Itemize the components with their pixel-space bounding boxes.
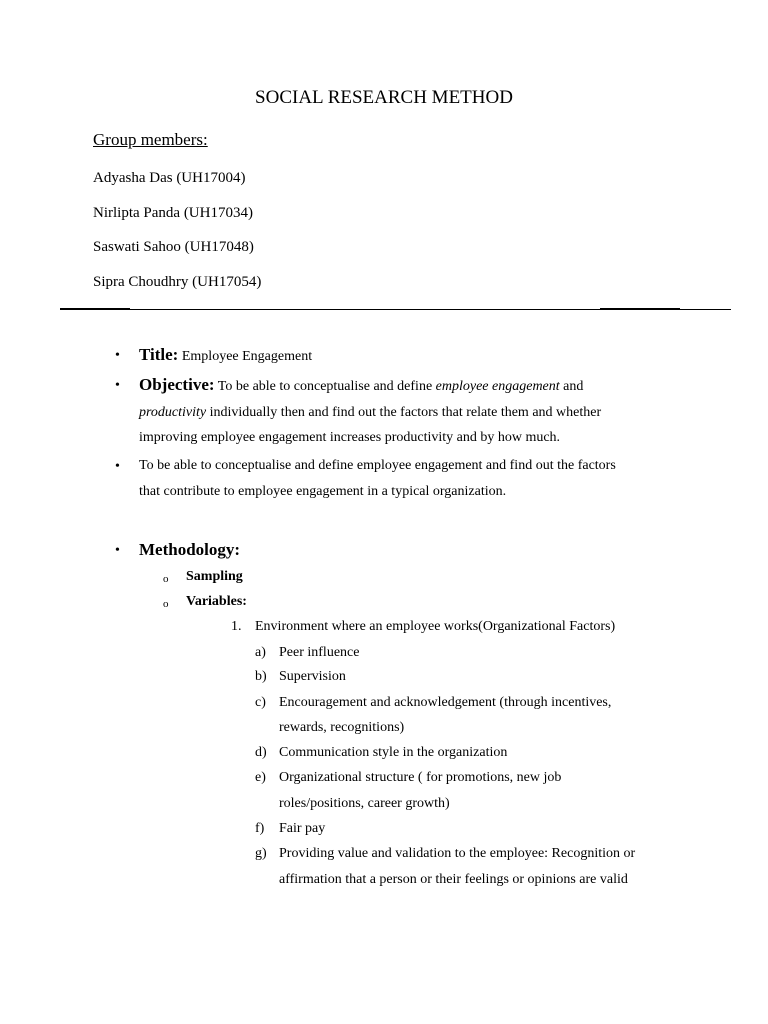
bullet-icon: • [115, 378, 120, 393]
objective-text: and [559, 379, 584, 394]
factor-text: Peer influence [279, 645, 360, 660]
divider-segment [600, 308, 680, 310]
factor-text: Encouragement and acknowledgement (through incentives, [279, 695, 612, 710]
objective-line-1 [139, 375, 583, 395]
factor-text: Organizational structure ( for promotions, new job [279, 770, 562, 785]
list-number: 1. [231, 619, 242, 634]
factor-letter: b) [255, 669, 267, 684]
member-name: Adyasha Das (UH17004) [93, 170, 246, 186]
variable-text: Environment where an employee works(Organizational Factors) [255, 619, 616, 634]
title-text: Employee Engagement [178, 349, 313, 364]
factor-text: roles/positions, career growth) [279, 796, 450, 811]
title-item [139, 345, 312, 365]
document-title: SOCIAL RESEARCH METHOD [255, 87, 513, 108]
factor-text: Communication style in the organization [279, 745, 508, 760]
objective-text: To be able to conceptualise and define [214, 379, 436, 394]
objective-emphasis: employee engagement [435, 379, 560, 394]
objective2-line-2: that contribute to employee engagement in a typical organization. [139, 484, 507, 499]
circle-bullet-icon: o [163, 598, 169, 610]
factor-text: Supervision [279, 669, 346, 684]
factor-text: Fair pay [279, 821, 326, 836]
objective-emphasis: productivity [139, 405, 207, 420]
member-name: Nirlipta Panda (UH17034) [93, 205, 253, 221]
objective-text: individually then and find out the factors that relate them and whether [206, 405, 602, 420]
factor-letter: c) [255, 695, 266, 710]
title-label: Title: [139, 345, 179, 364]
factor-text: affirmation that a person or their feelings or opinions are valid [279, 872, 628, 887]
factor-letter: f) [255, 821, 265, 836]
objective-label: Objective: [139, 375, 215, 394]
bullet-icon: • [115, 348, 120, 363]
factor-letter: a) [255, 645, 266, 660]
factor-text: rewards, recognitions) [279, 720, 405, 735]
factor-letter: g) [255, 846, 267, 861]
objective-line-3: improving employee engagement increases productivity and by how much. [139, 430, 561, 445]
factor-letter: d) [255, 745, 267, 760]
bullet-icon: • [115, 543, 120, 558]
objective-line-2 [139, 405, 601, 421]
factor-letter: e) [255, 770, 266, 785]
sub-item-sampling: Sampling [186, 569, 243, 584]
bullet-icon: • [115, 459, 120, 474]
circle-bullet-icon: o [163, 573, 169, 585]
group-members-heading: Group members: [93, 130, 208, 149]
member-name: Saswati Sahoo (UH17048) [93, 239, 254, 255]
objective2-line-1: To be able to conceptualise and define employee engagement and find out the factors [139, 458, 616, 473]
divider-segment [60, 308, 130, 310]
methodology-label: Methodology: [139, 540, 241, 559]
member-name: Sipra Choudhry (UH17054) [93, 274, 262, 290]
factor-text: Providing value and validation to the employee: Recognition or [279, 846, 636, 861]
sub-item-variables: Variables: [186, 594, 247, 609]
